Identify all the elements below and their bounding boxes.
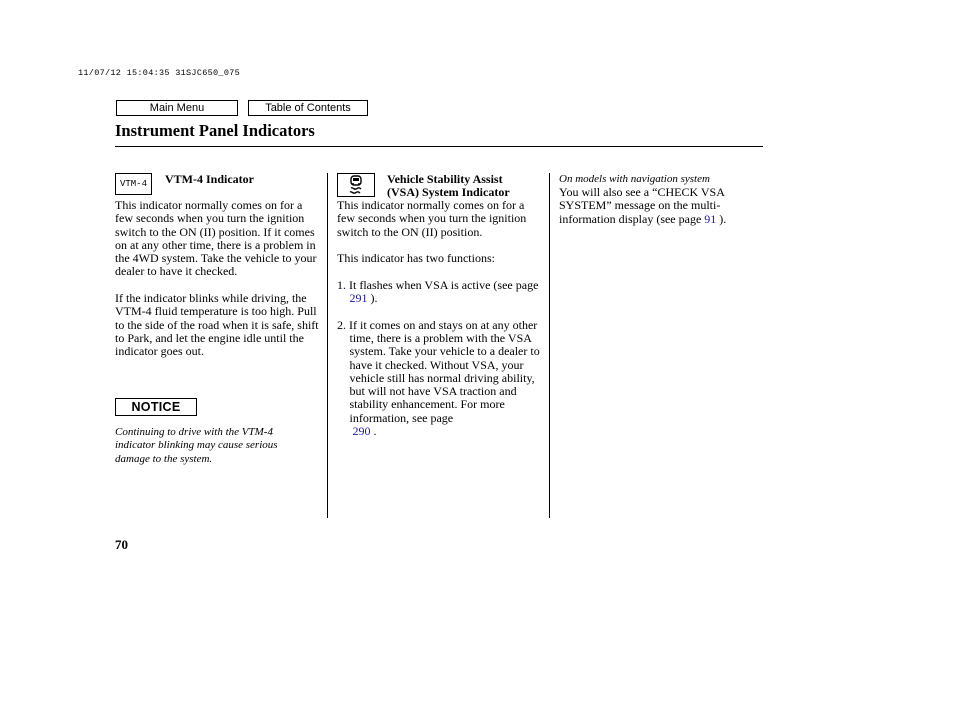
main-menu-button[interactable]: Main Menu <box>116 100 238 116</box>
vsa-paragraph-1: This indicator normally comes on for a few seconds when you turn the ignition switch to the ON (II) position. <box>337 198 527 239</box>
vtm4-paragraph-1: This indicator normally comes on for a few seconds when you turn the ignition switch to the ON (II) position. If it comes on at any other time, there is a problem in the 4WD system. Take the vehicle to your dealer to have it checked. <box>115 198 317 279</box>
nav-message-text: You will also see a “CHECK VSA SYSTEM” message on the multi-information display (see page <box>559 185 725 226</box>
title-rule <box>115 146 763 147</box>
vsa-skid-car-icon <box>337 173 375 197</box>
vsa-heading <box>387 173 510 199</box>
nav-message-paragraph <box>559 186 757 226</box>
vsa-heading-line-1: Vehicle Stability Assist <box>387 172 503 186</box>
page-290-link[interactable]: 290 <box>352 424 371 439</box>
vsa-skid-car-icon-graphic <box>345 175 367 195</box>
vtm4-paragraph-2: If the indicator blinks while driving, the VTM-4 fluid temperature is too high. Pull to the side of the road when it is safe, shift to Park, and let the engine idle until the indicator goes out. <box>115 291 319 359</box>
page-291-link[interactable]: 291 <box>349 291 368 306</box>
vsa-list-item-1-end: ). <box>370 291 378 306</box>
vsa-paragraph-2: This indicator has two functions: <box>337 251 495 266</box>
vtm4-indicator-icon: VTM-4 <box>115 173 152 195</box>
vsa-list-item-2-end: . <box>373 424 377 439</box>
column-divider-2 <box>549 173 550 518</box>
notice-label: NOTICE <box>115 398 197 416</box>
column-divider-1 <box>327 173 328 518</box>
vsa-list-item-1-text: 1. It flashes when VSA is active (see page <box>337 277 539 292</box>
navigation-models-note: On models with navigation system <box>559 173 710 185</box>
vsa-list-item-1 <box>337 279 545 306</box>
page-number: 70 <box>115 537 128 552</box>
page-title: Instrument Panel Indicators <box>115 121 315 140</box>
vsa-list-item-2-text: 2. If it comes on and stays on at any other time, there is a problem with the VSA system. Take your vehicle to a dealer to have it checked. Without VSA, your vehicle still has normal driving ability, but will not have VSA traction and stability enhancement. For more information, see page <box>337 317 540 425</box>
vsa-section <box>337 199 545 438</box>
nav-message-end: ). <box>719 211 727 226</box>
print-stamp: 11/07/12 15:04:35 31SJC650_075 <box>78 68 241 78</box>
table-of-contents-button[interactable]: Table of Contents <box>248 100 368 116</box>
page-91-link[interactable]: 91 <box>704 211 717 226</box>
vsa-heading-line-2: (VSA) System Indicator <box>387 185 510 199</box>
vtm4-section <box>115 199 323 359</box>
vtm4-heading: VTM-4 Indicator <box>165 172 254 186</box>
vsa-list-item-2 <box>337 319 545 439</box>
notice-text: Continuing to drive with the VTM-4 indicator blinking may cause serious damage to the system. <box>115 426 278 465</box>
